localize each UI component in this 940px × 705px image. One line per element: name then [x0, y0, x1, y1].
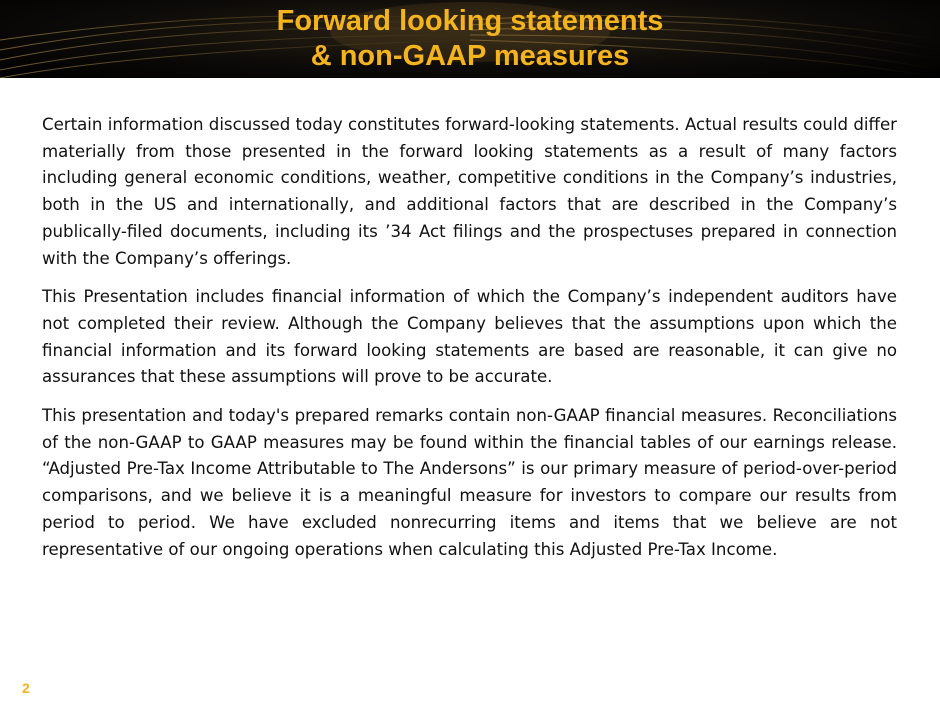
slide-title-line-2: & non-GAAP measures	[310, 40, 630, 72]
title-banner	[0, 0, 940, 78]
slide-title	[0, 4, 940, 74]
disclaimer-body	[42, 112, 897, 575]
slide-title-line-1: Forward looking statements	[276, 5, 664, 37]
page-number: 2	[22, 680, 30, 696]
paragraph-forward-looking: Certain information discussed today constitutes forward-looking statements. Actual results could differ materially from those presented in the forward looking statements as a result of many factors including general economic conditions, weather, competitive conditions in the Company’s industries, both in the US and internationally, and additional factors that are described in the Company’s publically-filed documents, including its ’34 Act filings and the prospectuses prepared in connection with the Company’s offerings.	[42, 115, 897, 268]
paragraph-auditor-review: This Presentation includes financial information of which the Company’s independent auditors have not completed their review. Although the Company believes that the assumptions upon which the financial information and its forward looking statements are based are reasonable, it can give no assurances that these assumptions will prove to be accurate.	[42, 287, 897, 387]
paragraph-non-gaap: This presentation and today's prepared remarks contain non-GAAP financial measures. Reconciliations of the non-GAAP to GAAP measures may be found within the financial tables of our earnings release. “Adjusted Pre-Tax Income Attributable to The Andersons” is our primary measure of period-over-period comparisons, and we believe it is a meaningful measure for investors to compare our results from period to period. We have excluded nonrecurring items and items that we believe are not representative of our ongoing operations when calculating this Adjusted Pre-Tax Income.	[42, 406, 897, 559]
